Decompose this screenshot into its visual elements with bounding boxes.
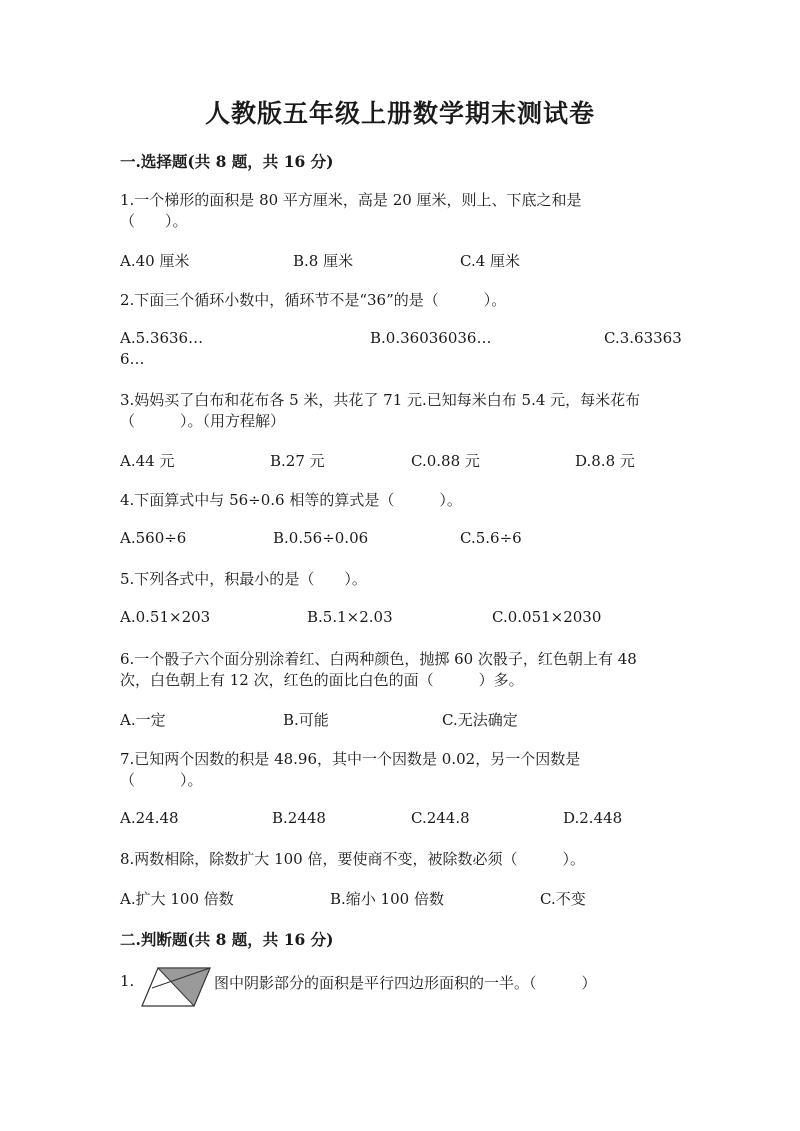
judgement-1-number: 1.	[120, 972, 135, 990]
judgement-1-text: 图中阴影部分的面积是平行四边形面积的一半。（ ）	[214, 974, 597, 992]
question-4-option-c: C.5.6÷6	[460, 529, 522, 547]
question-6-text-2: 次，白色朝上有 12 次，红色的面比白色的面（ ）多。	[120, 671, 524, 689]
section-choice-heading: 一.选择题(共 8 题，共 16 分)	[120, 152, 334, 171]
question-7-option-a: A.24.48	[120, 809, 179, 827]
question-7-text: 7.已知两个因数的积是 48.96，其中一个因数是 0.02，另一个因数是	[120, 750, 581, 768]
question-7-option-b: B.2448	[272, 809, 326, 827]
question-1-option-c: C.4 厘米	[460, 252, 521, 270]
question-3-option-b: B.27 元	[270, 452, 325, 470]
question-4-text: 4.下面算式中与 56÷0.6 相等的算式是（ ）。	[120, 491, 462, 509]
question-8-option-c: C.不变	[540, 890, 586, 908]
parallelogram-figure	[140, 966, 212, 1008]
question-7-option-c: C.244.8	[411, 809, 470, 827]
question-4-option-a: A.560÷6	[120, 529, 187, 547]
question-5-option-b: B.5.1×2.03	[307, 608, 393, 626]
question-1-text: 1.一个梯形的面积是 80 平方厘米，高是 20 厘米，则上、下底之和是	[120, 191, 582, 209]
question-6-text: 6.一个骰子六个面分别涂着红、白两种颜色，抛掷 60 次骰子，红色朝上有 48	[120, 650, 637, 668]
question-2-option-c: C.3.63363	[604, 329, 682, 347]
question-2-option-b: B.0.36036036…	[370, 329, 492, 347]
question-1-blank: （ ）。	[120, 212, 188, 230]
section-judgement-heading: 二.判断题(共 8 题，共 16 分)	[120, 930, 334, 949]
page-title: 人教版五年级上册数学期末测试卷	[204, 99, 595, 128]
question-3-blank: （ ）。（用方程解）	[120, 412, 286, 430]
question-3-option-a: A.44 元	[120, 452, 175, 470]
question-7-blank: （ ）。	[120, 771, 203, 789]
question-2-text: 2.下面三个循环小数中，循环节不是“36”的是（ ）。	[120, 291, 507, 309]
question-3-option-c: C.0.88 元	[411, 452, 480, 470]
question-8-option-a: A.扩大 100 倍数	[120, 890, 234, 908]
question-5-option-c: C.0.051×2030	[492, 608, 602, 626]
question-6-option-c: C.无法确定	[442, 711, 518, 729]
question-7-option-d: D.2.448	[563, 809, 623, 827]
question-3-text: 3.妈妈买了白布和花布各 5 米，共花了 71 元.已知每米白布 5.4 元，每米花布	[120, 391, 641, 409]
question-4-option-b: B.0.56÷0.06	[273, 529, 369, 547]
question-5-text: 5.下列各式中，积最小的是（ ）。	[120, 570, 367, 588]
question-8-option-b: B.缩小 100 倍数	[330, 890, 444, 908]
question-8-text: 8.两数相除，除数扩大 100 倍，要使商不变，被除数必须（ ）。	[120, 850, 585, 868]
question-2-option-c-wrap: 6…	[120, 350, 145, 368]
question-2-option-a: A.5.3636…	[120, 329, 204, 347]
question-1-option-b: B.8 厘米	[293, 252, 354, 270]
question-6-option-b: B.可能	[283, 711, 329, 729]
question-6-option-a: A.一定	[120, 711, 166, 729]
question-5-option-a: A.0.51×203	[120, 608, 211, 626]
question-3-option-d: D.8.8 元	[575, 452, 635, 470]
question-1-option-a: A.40 厘米	[120, 252, 190, 270]
